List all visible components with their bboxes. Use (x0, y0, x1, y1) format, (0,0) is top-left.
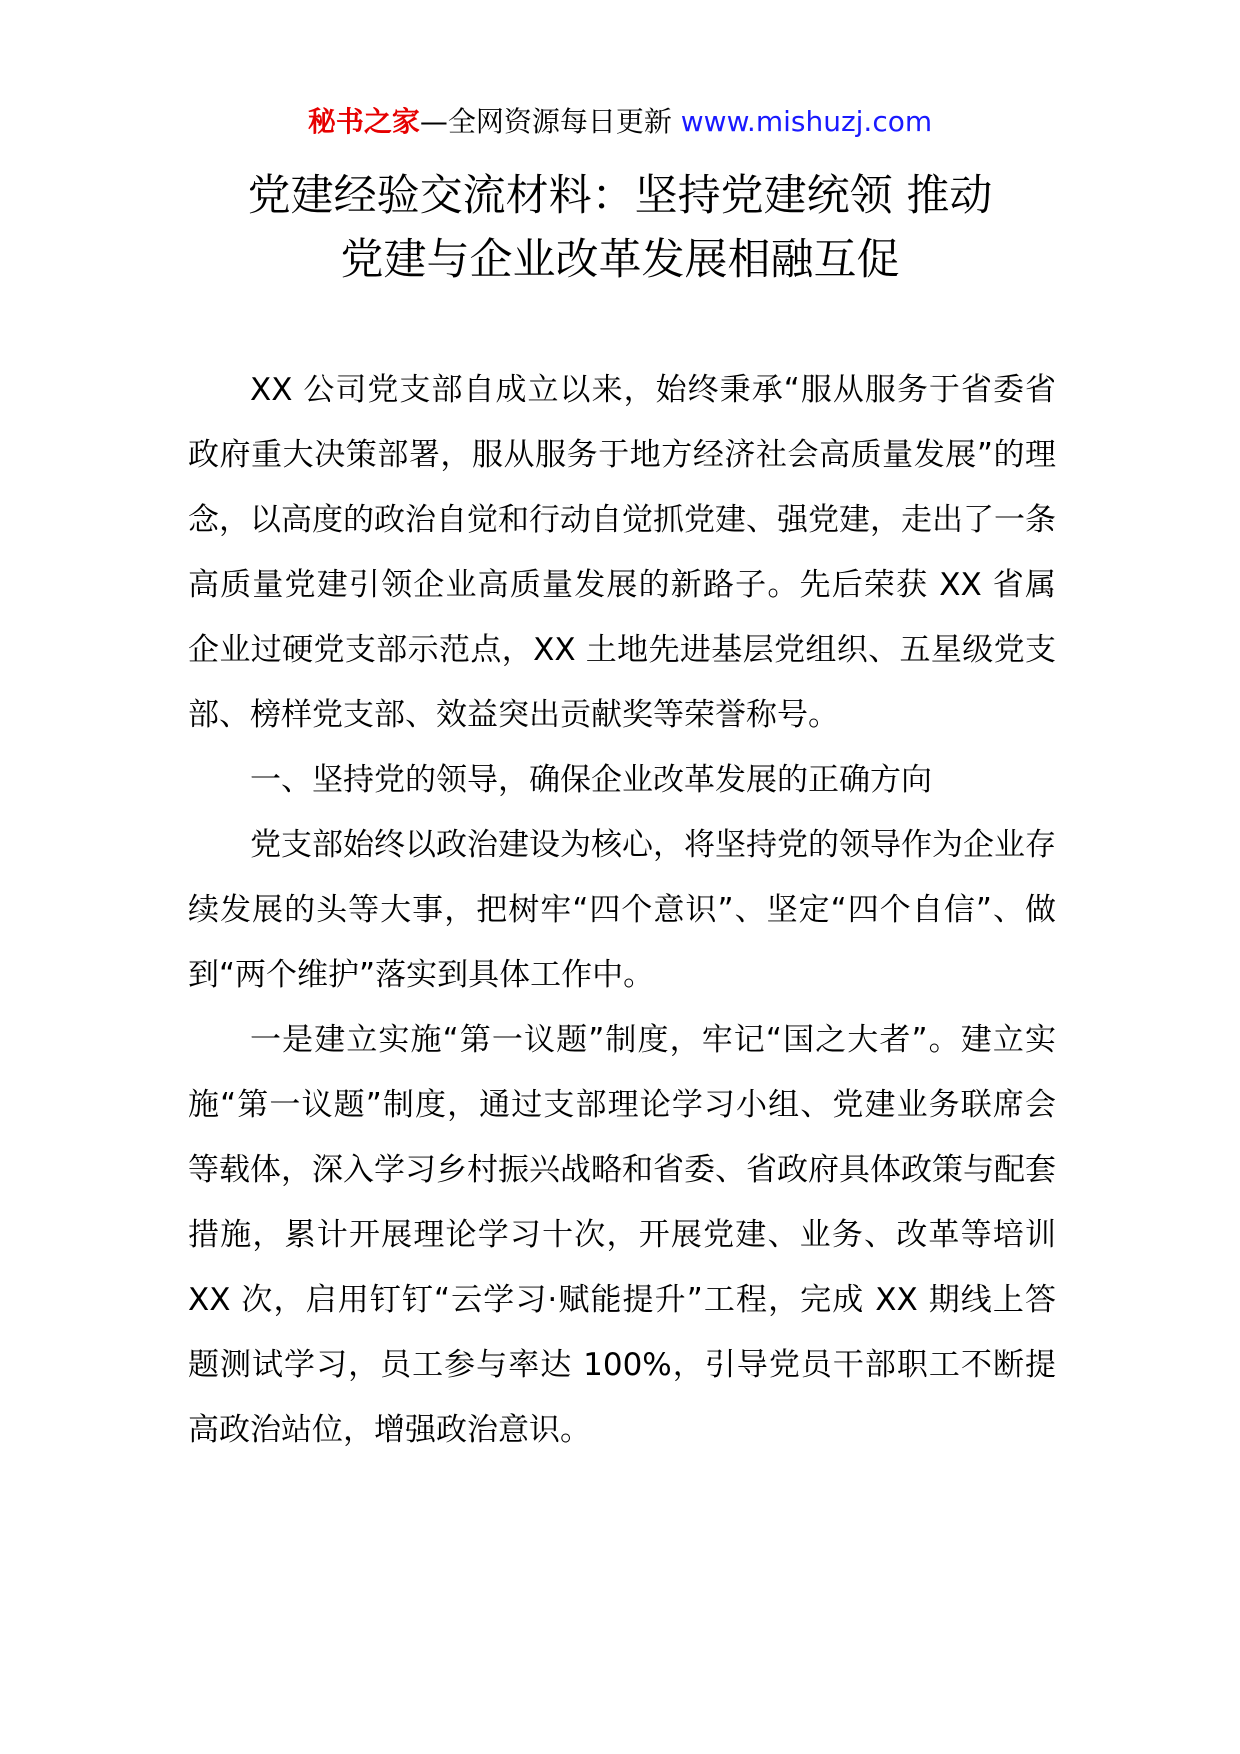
brand-name: 秘书之家 (307, 105, 420, 138)
title-line-1: 党建经验交流材料：坚持党建统领 推动 (247, 171, 993, 221)
banner-slogan: —全网资源每日更新 (419, 105, 681, 138)
header-banner (0, 102, 1240, 142)
section-heading-1: 一、坚持党的领导，确保企业改革发展的正确方向 (250, 762, 932, 798)
point-paragraph-1: 一是建立实施“第一议题”制度，牢记“国之大者”。建立实施“第一议题”制度，通过支部理论学习小组、党建业务联席会等载体，深入学习乡村振兴战略和省委、省政府具体政策与配套措施，累计开展理论学习十次，开展党建、业务、改革等培训 XX 次，启用钉钉“云学习·赋能提升”工程，完成 XX 期线上答题测试学习，员工参与率达 100%，引导党员干部职工不断提高政治站位，增强政治意识。 (188, 1022, 1056, 1448)
document-body (188, 358, 1056, 1463)
title-line-2: 党建与企业改革发展相融互促 (340, 235, 900, 285)
section-paragraph: 党支部始终以政治建设为核心，将坚持党的领导作为企业存续发展的头等大事，把树牢“四个意识”、坚定“四个自信”、做到“两个维护”落实到具体工作中。 (188, 827, 1056, 993)
document-title (150, 164, 1090, 292)
intro-paragraph: XX 公司党支部自成立以来，始终秉承“服从服务于省委省政府重大决策部署，服从服务于地方经济社会高质量发展”的理念，以高度的政治自觉和行动自觉抓党建、强党建，走出了一条高质量党建引领企业高质量发展的新路子。先后荣获 XX 省属企业过硬党支部示范点，XX 土地先进基层党组织、五星级党支部、榜样党支部、效益突出贡献奖等荣誉称号。 (188, 372, 1056, 733)
website-link[interactable]: www.mishuzj.com (680, 105, 933, 138)
